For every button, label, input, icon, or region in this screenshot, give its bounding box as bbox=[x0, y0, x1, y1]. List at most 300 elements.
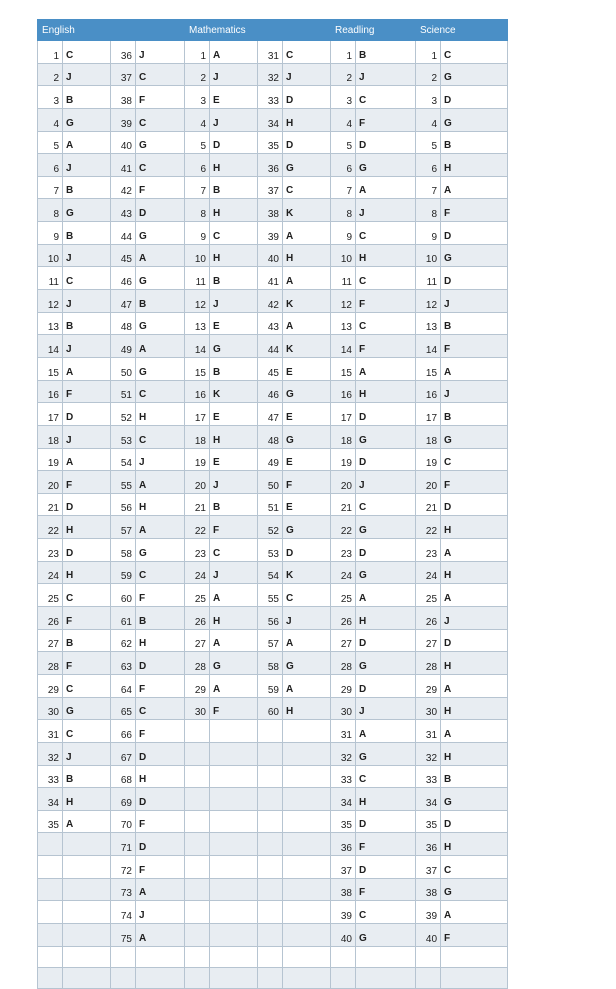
mathematics-question-number: 58 bbox=[258, 652, 283, 675]
mathematics-answer: K bbox=[283, 561, 331, 584]
mathematics-question-number: 6 bbox=[185, 154, 210, 177]
mathematics-question-number: 17 bbox=[185, 403, 210, 426]
mathematics-question-number: 56 bbox=[258, 607, 283, 630]
answer-row bbox=[38, 425, 508, 448]
english-answer: D bbox=[63, 493, 111, 516]
mathematics-question-number: 38 bbox=[258, 199, 283, 222]
reading-question-number: 14 bbox=[331, 335, 356, 358]
reading-answer: C bbox=[356, 493, 416, 516]
empty-cell bbox=[210, 833, 258, 856]
mathematics-question-number: 49 bbox=[258, 448, 283, 471]
empty-cell bbox=[210, 856, 258, 879]
empty-cell bbox=[258, 946, 283, 967]
mathematics-question-number: 20 bbox=[185, 471, 210, 494]
english-question-number: 73 bbox=[111, 878, 136, 901]
english-answer: A bbox=[136, 471, 185, 494]
english-answer: F bbox=[136, 584, 185, 607]
mathematics-answer: G bbox=[283, 516, 331, 539]
reading-question-number: 15 bbox=[331, 357, 356, 380]
reading-question-number: 13 bbox=[331, 312, 356, 335]
science-answer: G bbox=[441, 63, 508, 86]
reading-answer: D bbox=[356, 674, 416, 697]
english-question-number: 37 bbox=[111, 63, 136, 86]
header-reading: Readling bbox=[331, 20, 416, 41]
mathematics-question-number: 15 bbox=[185, 357, 210, 380]
english-question-number: 62 bbox=[111, 629, 136, 652]
answer-row bbox=[38, 810, 508, 833]
english-question-number: 32 bbox=[38, 742, 63, 765]
english-answer: C bbox=[63, 674, 111, 697]
reading-answer: D bbox=[356, 810, 416, 833]
english-question-number: 28 bbox=[38, 652, 63, 675]
science-answer: H bbox=[441, 561, 508, 584]
mathematics-answer: A bbox=[283, 222, 331, 245]
english-question-number: 52 bbox=[111, 403, 136, 426]
reading-answer: C bbox=[356, 222, 416, 245]
mathematics-answer: H bbox=[210, 425, 258, 448]
mathematics-question-number: 32 bbox=[258, 63, 283, 86]
reading-answer: F bbox=[356, 833, 416, 856]
english-answer: B bbox=[63, 765, 111, 788]
mathematics-question-number: 21 bbox=[185, 493, 210, 516]
english-question-number: 41 bbox=[111, 154, 136, 177]
science-question-number: 20 bbox=[416, 471, 441, 494]
empty-cell bbox=[331, 967, 356, 988]
english-question-number: 29 bbox=[38, 674, 63, 697]
reading-question-number: 31 bbox=[331, 720, 356, 743]
science-question-number: 37 bbox=[416, 856, 441, 879]
english-answer: H bbox=[136, 765, 185, 788]
english-answer: A bbox=[63, 448, 111, 471]
empty-cell bbox=[283, 720, 331, 743]
answer-row bbox=[38, 629, 508, 652]
empty-cell bbox=[283, 923, 331, 946]
science-answer: G bbox=[441, 425, 508, 448]
empty-cell bbox=[63, 923, 111, 946]
english-question-number: 24 bbox=[38, 561, 63, 584]
mathematics-answer: J bbox=[210, 290, 258, 313]
english-question-number: 75 bbox=[111, 923, 136, 946]
science-question-number: 19 bbox=[416, 448, 441, 471]
reading-answer: D bbox=[356, 403, 416, 426]
english-question-number: 43 bbox=[111, 199, 136, 222]
science-answer: A bbox=[441, 720, 508, 743]
english-answer: F bbox=[136, 176, 185, 199]
english-answer: D bbox=[136, 833, 185, 856]
reading-question-number: 38 bbox=[331, 878, 356, 901]
mathematics-answer: B bbox=[210, 493, 258, 516]
english-question-number: 46 bbox=[111, 267, 136, 290]
english-question-number: 15 bbox=[38, 357, 63, 380]
empty-cell bbox=[441, 967, 508, 988]
english-question-number: 18 bbox=[38, 425, 63, 448]
reading-question-number: 2 bbox=[331, 63, 356, 86]
empty-cell bbox=[63, 901, 111, 924]
answer-row bbox=[38, 471, 508, 494]
english-question-number: 54 bbox=[111, 448, 136, 471]
english-answer: J bbox=[136, 901, 185, 924]
mathematics-question-number: 33 bbox=[258, 86, 283, 109]
english-answer: J bbox=[136, 41, 185, 64]
english-answer: D bbox=[63, 403, 111, 426]
english-answer: H bbox=[136, 403, 185, 426]
science-question-number: 6 bbox=[416, 154, 441, 177]
english-answer: C bbox=[63, 267, 111, 290]
english-question-number: 57 bbox=[111, 516, 136, 539]
empty-cell bbox=[185, 810, 210, 833]
answer-row bbox=[38, 380, 508, 403]
science-answer: B bbox=[441, 312, 508, 335]
science-question-number: 11 bbox=[416, 267, 441, 290]
reading-question-number: 20 bbox=[331, 471, 356, 494]
mathematics-question-number: 7 bbox=[185, 176, 210, 199]
science-answer: C bbox=[441, 448, 508, 471]
english-answer: F bbox=[63, 607, 111, 630]
answer-row bbox=[38, 154, 508, 177]
empty-cell bbox=[356, 946, 416, 967]
english-answer: G bbox=[136, 222, 185, 245]
english-question-number: 72 bbox=[111, 856, 136, 879]
science-question-number: 18 bbox=[416, 425, 441, 448]
empty-cell bbox=[210, 742, 258, 765]
mathematics-answer: H bbox=[283, 697, 331, 720]
empty-cell bbox=[185, 742, 210, 765]
english-answer: G bbox=[136, 312, 185, 335]
science-question-number: 27 bbox=[416, 629, 441, 652]
english-answer: A bbox=[63, 131, 111, 154]
mathematics-answer: G bbox=[283, 425, 331, 448]
mathematics-question-number: 52 bbox=[258, 516, 283, 539]
answer-row bbox=[38, 222, 508, 245]
english-answer: G bbox=[136, 539, 185, 562]
english-question-number: 53 bbox=[111, 425, 136, 448]
science-answer: F bbox=[441, 199, 508, 222]
english-question-number: 6 bbox=[38, 154, 63, 177]
mathematics-question-number: 23 bbox=[185, 539, 210, 562]
english-answer: D bbox=[136, 199, 185, 222]
english-question-number: 2 bbox=[38, 63, 63, 86]
answer-row bbox=[38, 86, 508, 109]
reading-question-number: 21 bbox=[331, 493, 356, 516]
science-question-number: 2 bbox=[416, 63, 441, 86]
science-question-number: 8 bbox=[416, 199, 441, 222]
answer-row bbox=[38, 967, 508, 988]
english-answer: F bbox=[63, 652, 111, 675]
mathematics-question-number: 51 bbox=[258, 493, 283, 516]
english-question-number: 12 bbox=[38, 290, 63, 313]
english-question-number: 4 bbox=[38, 108, 63, 131]
english-answer: C bbox=[136, 63, 185, 86]
mathematics-answer: A bbox=[283, 629, 331, 652]
science-answer: D bbox=[441, 629, 508, 652]
empty-cell bbox=[441, 946, 508, 967]
english-answer: D bbox=[136, 652, 185, 675]
mathematics-question-number: 3 bbox=[185, 86, 210, 109]
science-answer: D bbox=[441, 267, 508, 290]
reading-question-number: 18 bbox=[331, 425, 356, 448]
english-answer: C bbox=[63, 41, 111, 64]
mathematics-answer: A bbox=[283, 674, 331, 697]
mathematics-answer: A bbox=[210, 674, 258, 697]
science-question-number: 4 bbox=[416, 108, 441, 131]
english-answer: G bbox=[136, 131, 185, 154]
empty-cell bbox=[210, 967, 258, 988]
science-question-number: 33 bbox=[416, 765, 441, 788]
empty-cell bbox=[258, 720, 283, 743]
reading-question-number: 6 bbox=[331, 154, 356, 177]
mathematics-question-number: 30 bbox=[185, 697, 210, 720]
mathematics-question-number: 53 bbox=[258, 539, 283, 562]
science-answer: H bbox=[441, 697, 508, 720]
english-question-number: 5 bbox=[38, 131, 63, 154]
reading-answer: D bbox=[356, 448, 416, 471]
mathematics-question-number: 18 bbox=[185, 425, 210, 448]
mathematics-answer: H bbox=[210, 199, 258, 222]
science-question-number: 15 bbox=[416, 357, 441, 380]
english-question-number: 25 bbox=[38, 584, 63, 607]
mathematics-question-number: 4 bbox=[185, 108, 210, 131]
english-question-number: 21 bbox=[38, 493, 63, 516]
answer-row bbox=[38, 131, 508, 154]
science-question-number: 3 bbox=[416, 86, 441, 109]
mathematics-question-number: 26 bbox=[185, 607, 210, 630]
science-answer: D bbox=[441, 810, 508, 833]
english-question-number: 23 bbox=[38, 539, 63, 562]
reading-answer: J bbox=[356, 471, 416, 494]
empty-cell bbox=[258, 765, 283, 788]
mathematics-question-number: 16 bbox=[185, 380, 210, 403]
reading-answer: A bbox=[356, 357, 416, 380]
reading-question-number: 9 bbox=[331, 222, 356, 245]
english-answer: G bbox=[63, 697, 111, 720]
mathematics-answer: J bbox=[210, 471, 258, 494]
science-answer: A bbox=[441, 357, 508, 380]
science-question-number: 31 bbox=[416, 720, 441, 743]
answer-row bbox=[38, 403, 508, 426]
mathematics-answer: E bbox=[283, 448, 331, 471]
empty-cell bbox=[38, 967, 63, 988]
answer-row bbox=[38, 290, 508, 313]
mathematics-question-number: 19 bbox=[185, 448, 210, 471]
science-answer: B bbox=[441, 765, 508, 788]
answer-row bbox=[38, 833, 508, 856]
empty-cell bbox=[38, 946, 63, 967]
english-question-number: 48 bbox=[111, 312, 136, 335]
empty-cell bbox=[63, 946, 111, 967]
english-question-number: 63 bbox=[111, 652, 136, 675]
reading-answer: H bbox=[356, 380, 416, 403]
empty-cell bbox=[38, 833, 63, 856]
english-answer: J bbox=[63, 63, 111, 86]
english-question-number: 51 bbox=[111, 380, 136, 403]
english-question-number: 31 bbox=[38, 720, 63, 743]
reading-answer: C bbox=[356, 901, 416, 924]
reading-answer: C bbox=[356, 267, 416, 290]
empty-cell bbox=[185, 788, 210, 811]
mathematics-answer: G bbox=[283, 380, 331, 403]
reading-answer: G bbox=[356, 652, 416, 675]
reading-answer: J bbox=[356, 199, 416, 222]
empty-cell bbox=[63, 967, 111, 988]
science-question-number: 26 bbox=[416, 607, 441, 630]
science-answer: A bbox=[441, 539, 508, 562]
english-question-number: 71 bbox=[111, 833, 136, 856]
science-question-number: 22 bbox=[416, 516, 441, 539]
english-question-number: 39 bbox=[111, 108, 136, 131]
empty-cell bbox=[416, 967, 441, 988]
reading-answer: G bbox=[356, 923, 416, 946]
english-answer: H bbox=[136, 493, 185, 516]
reading-question-number: 5 bbox=[331, 131, 356, 154]
answer-row bbox=[38, 765, 508, 788]
reading-answer: J bbox=[356, 697, 416, 720]
answer-row bbox=[38, 176, 508, 199]
answer-row bbox=[38, 108, 508, 131]
empty-cell bbox=[258, 788, 283, 811]
empty-cell bbox=[283, 810, 331, 833]
science-question-number: 23 bbox=[416, 539, 441, 562]
english-question-number: 38 bbox=[111, 86, 136, 109]
science-answer: F bbox=[441, 923, 508, 946]
answer-row bbox=[38, 493, 508, 516]
mathematics-question-number: 34 bbox=[258, 108, 283, 131]
english-answer: B bbox=[63, 312, 111, 335]
reading-answer: G bbox=[356, 425, 416, 448]
mathematics-question-number: 39 bbox=[258, 222, 283, 245]
english-answer: A bbox=[63, 357, 111, 380]
mathematics-question-number: 59 bbox=[258, 674, 283, 697]
answer-row bbox=[38, 788, 508, 811]
mathematics-question-number: 44 bbox=[258, 335, 283, 358]
mathematics-answer: C bbox=[283, 584, 331, 607]
mathematics-question-number: 31 bbox=[258, 41, 283, 64]
mathematics-answer: J bbox=[283, 63, 331, 86]
science-question-number: 30 bbox=[416, 697, 441, 720]
empty-cell bbox=[185, 765, 210, 788]
reading-question-number: 33 bbox=[331, 765, 356, 788]
reading-answer: A bbox=[356, 720, 416, 743]
mathematics-question-number: 27 bbox=[185, 629, 210, 652]
english-question-number: 68 bbox=[111, 765, 136, 788]
header-science: Science bbox=[416, 20, 508, 41]
mathematics-answer: J bbox=[283, 607, 331, 630]
english-answer: J bbox=[63, 290, 111, 313]
header-mathematics: Mathematics bbox=[185, 20, 331, 41]
empty-cell bbox=[185, 923, 210, 946]
english-answer: F bbox=[136, 674, 185, 697]
english-answer: G bbox=[63, 108, 111, 131]
english-question-number: 59 bbox=[111, 561, 136, 584]
mathematics-answer: K bbox=[283, 290, 331, 313]
mathematics-question-number: 35 bbox=[258, 131, 283, 154]
science-question-number: 36 bbox=[416, 833, 441, 856]
mathematics-question-number: 2 bbox=[185, 63, 210, 86]
english-answer: A bbox=[63, 810, 111, 833]
english-answer: B bbox=[63, 86, 111, 109]
science-question-number: 17 bbox=[416, 403, 441, 426]
reading-question-number: 24 bbox=[331, 561, 356, 584]
english-question-number: 3 bbox=[38, 86, 63, 109]
science-answer: G bbox=[441, 878, 508, 901]
english-answer: J bbox=[63, 425, 111, 448]
english-question-number: 22 bbox=[38, 516, 63, 539]
english-answer: F bbox=[63, 380, 111, 403]
science-answer: H bbox=[441, 742, 508, 765]
empty-cell bbox=[38, 923, 63, 946]
reading-question-number: 35 bbox=[331, 810, 356, 833]
mathematics-question-number: 29 bbox=[185, 674, 210, 697]
science-answer: D bbox=[441, 493, 508, 516]
mathematics-question-number: 54 bbox=[258, 561, 283, 584]
mathematics-question-number: 12 bbox=[185, 290, 210, 313]
mathematics-answer: A bbox=[283, 267, 331, 290]
reading-question-number: 40 bbox=[331, 923, 356, 946]
english-answer: G bbox=[136, 357, 185, 380]
mathematics-question-number: 47 bbox=[258, 403, 283, 426]
mathematics-question-number: 36 bbox=[258, 154, 283, 177]
english-question-number: 69 bbox=[111, 788, 136, 811]
english-answer: A bbox=[136, 516, 185, 539]
science-answer: G bbox=[441, 244, 508, 267]
empty-cell bbox=[210, 810, 258, 833]
science-question-number: 1 bbox=[416, 41, 441, 64]
mathematics-question-number: 22 bbox=[185, 516, 210, 539]
answer-row bbox=[38, 652, 508, 675]
empty-cell bbox=[210, 923, 258, 946]
mathematics-answer: G bbox=[210, 335, 258, 358]
english-answer: C bbox=[136, 697, 185, 720]
science-question-number: 12 bbox=[416, 290, 441, 313]
mathematics-answer: A bbox=[210, 629, 258, 652]
english-question-number: 35 bbox=[38, 810, 63, 833]
empty-cell bbox=[258, 923, 283, 946]
answer-row bbox=[38, 335, 508, 358]
english-answer: H bbox=[63, 561, 111, 584]
answer-row bbox=[38, 244, 508, 267]
empty-cell bbox=[210, 765, 258, 788]
english-answer: H bbox=[136, 629, 185, 652]
mathematics-answer: A bbox=[210, 41, 258, 64]
empty-cell bbox=[356, 967, 416, 988]
mathematics-question-number: 42 bbox=[258, 290, 283, 313]
english-answer: J bbox=[63, 244, 111, 267]
empty-cell bbox=[185, 833, 210, 856]
answer-row bbox=[38, 267, 508, 290]
answer-row bbox=[38, 561, 508, 584]
mathematics-answer: E bbox=[283, 493, 331, 516]
english-answer: H bbox=[63, 516, 111, 539]
english-question-number: 1 bbox=[38, 41, 63, 64]
reading-answer: F bbox=[356, 335, 416, 358]
mathematics-question-number: 37 bbox=[258, 176, 283, 199]
science-question-number: 24 bbox=[416, 561, 441, 584]
reading-question-number: 4 bbox=[331, 108, 356, 131]
mathematics-answer: C bbox=[283, 176, 331, 199]
english-question-number: 49 bbox=[111, 335, 136, 358]
mathematics-answer: C bbox=[210, 539, 258, 562]
mathematics-answer: E bbox=[210, 403, 258, 426]
science-answer: D bbox=[441, 86, 508, 109]
reading-question-number: 27 bbox=[331, 629, 356, 652]
science-answer: H bbox=[441, 833, 508, 856]
mathematics-answer: H bbox=[283, 244, 331, 267]
reading-question-number: 10 bbox=[331, 244, 356, 267]
reading-question-number: 28 bbox=[331, 652, 356, 675]
mathematics-question-number: 55 bbox=[258, 584, 283, 607]
english-answer: D bbox=[136, 788, 185, 811]
empty-cell bbox=[258, 901, 283, 924]
empty-cell bbox=[136, 946, 185, 967]
